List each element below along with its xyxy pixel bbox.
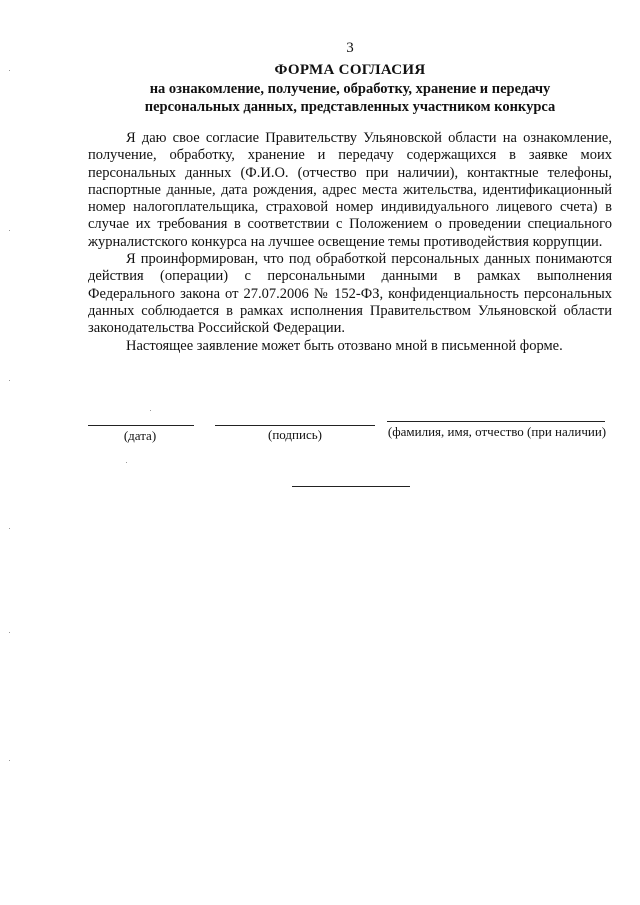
subtitle-line-2: персональных данных, представленных участником конкурса: [144, 99, 556, 115]
page-number: 3: [346, 40, 354, 56]
full-name-line: [387, 421, 605, 422]
full-name-label: (фамилия, имя, отчество (при наличии): [387, 424, 607, 439]
signature-line: [215, 425, 375, 426]
form-title: ФОРМА СОГЛАСИЯ: [274, 62, 426, 78]
closing-separator: [292, 486, 410, 487]
signature-label: (подпись): [268, 427, 322, 442]
scan-speck: [9, 760, 10, 761]
scan-speck: [150, 410, 151, 411]
scan-speck: [9, 528, 10, 529]
scan-speck: [9, 380, 10, 381]
consent-text: [88, 130, 612, 355]
scan-speck: [9, 632, 10, 633]
information-paragraph: Я проинформирован, что под обработкой персональных данных понимаются действия (операции) с персональными данными в рамках выполнения Федерального закона от 27.07.2006 № 152-ФЗ, конфиденциальность персональных данных соблюдается в рамках исполнения Правительством Ульяновской области законодательства Российской Федерации.: [88, 251, 612, 337]
subtitle-line-1: на ознакомление, получение, обработку, хранение и передачу: [149, 81, 551, 97]
date-line: [88, 425, 194, 426]
date-label: (дата): [123, 428, 157, 443]
revocation-paragraph: Настоящее заявление может быть отозвано мной в письменной форме.: [126, 337, 563, 354]
scan-speck: [9, 70, 10, 71]
form-subtitle: [0, 80, 640, 116]
scan-speck: [9, 230, 10, 231]
consent-paragraph: Я даю свое согласие Правительству Ульяновской области на ознакомление, получение, обработку, хранение и передачу содержащихся в заявке моих персональных данных (Ф.И.О. (отчество при наличии), контактные телефоны, паспортные данные, дата рождения, адрес места жительства, идентификационный номер налогоплательщика, страховой номер индивидуального лицевого счета) в случае их требования в соответствии с Положением о проведении специального журналистского конкурса на лучшее освещение темы противодействия коррупции.: [88, 130, 612, 250]
scan-speck: [126, 462, 127, 463]
